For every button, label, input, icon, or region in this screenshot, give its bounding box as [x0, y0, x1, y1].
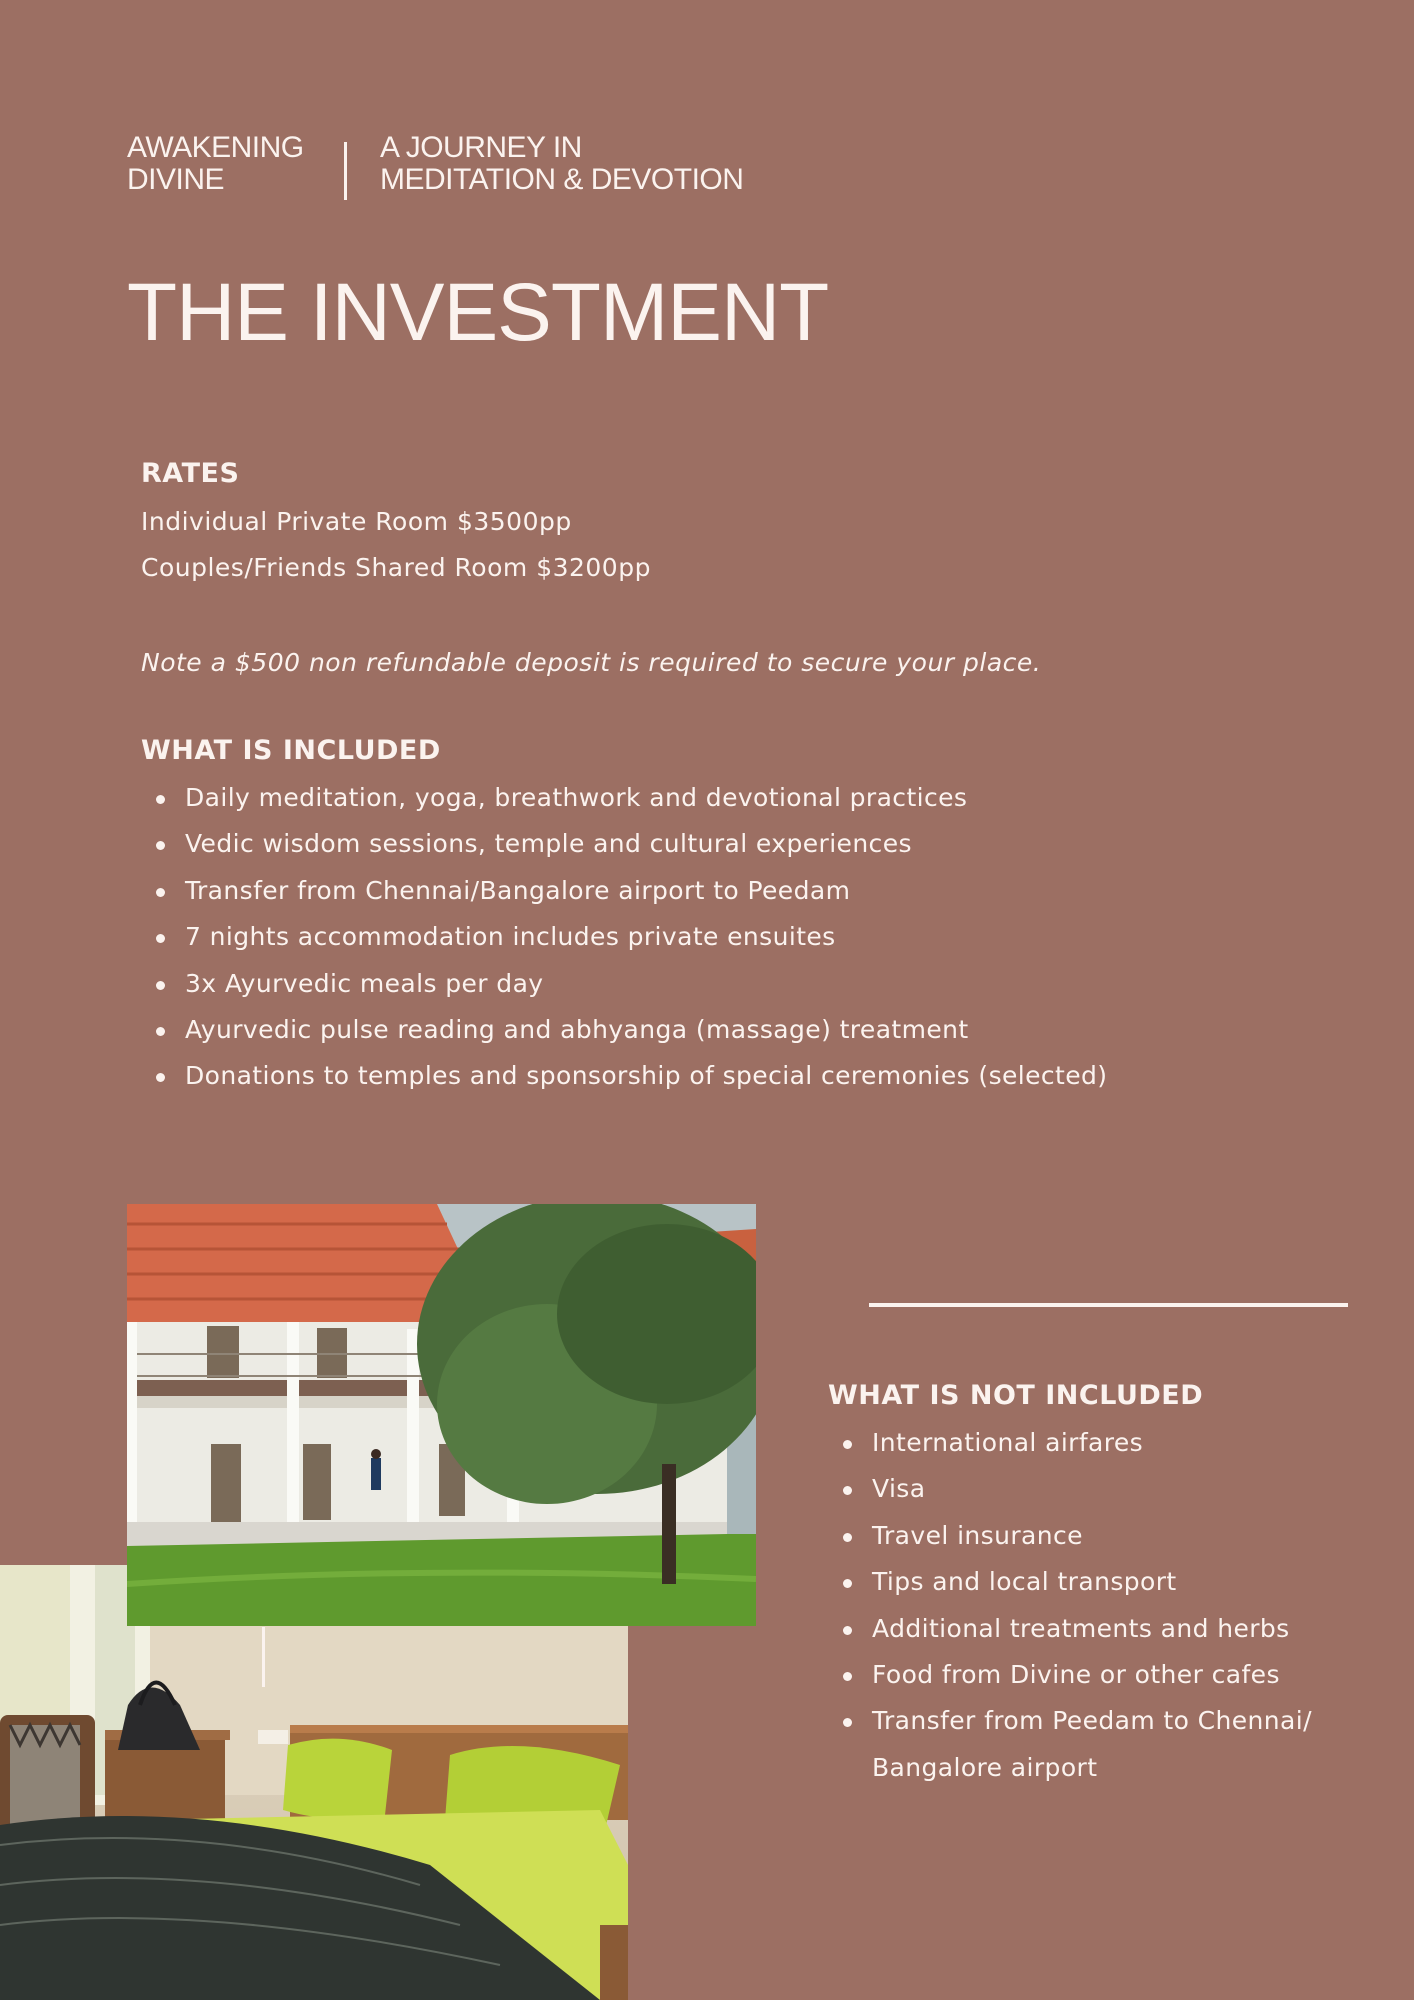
list-item: Additional treatments and herbs	[828, 1606, 1348, 1652]
list-item: 3x Ayurvedic meals per day	[141, 961, 1241, 1007]
included-list	[141, 775, 1241, 1100]
list-item: International airfares	[828, 1420, 1348, 1466]
brand-name: AWAKENING DIVINE	[127, 131, 304, 196]
not-included-list	[828, 1420, 1348, 1791]
list-item: Ayurvedic pulse reading and abhyanga (massage) treatment	[141, 1007, 1241, 1053]
included-heading: WHAT IS INCLUDED	[141, 735, 441, 766]
list-item: Vedic wisdom sessions, temple and cultural experiences	[141, 821, 1241, 867]
deposit-note: Note a $500 non refundable deposit is required to secure your place.	[141, 648, 1042, 677]
list-item: Daily meditation, yoga, breathwork and devotional practices	[141, 775, 1241, 821]
courtyard-illustration	[127, 1204, 756, 1626]
list-item: Transfer from Chennai/Bangalore airport to Peedam	[141, 868, 1241, 914]
rate-shared: Couples/Friends Shared Room $3200pp	[141, 553, 651, 582]
page-title: THE INVESTMENT	[127, 267, 829, 358]
list-item: Visa	[828, 1466, 1348, 1512]
rate-individual: Individual Private Room $3500pp	[141, 507, 572, 536]
list-item: 7 nights accommodation includes private ensuites	[141, 914, 1241, 960]
list-item: Transfer from Peedam to Chennai/ Bangalore airport	[828, 1698, 1348, 1791]
brand-tagline: A JOURNEY IN MEDITATION & DEVOTION	[380, 131, 744, 196]
courtyard-photo	[127, 1204, 756, 1626]
bedroom-illustration	[0, 1565, 628, 2000]
not-included-heading: WHAT IS NOT INCLUDED	[828, 1380, 1204, 1411]
list-item: Tips and local transport	[828, 1559, 1348, 1605]
list-item: Food from Divine or other cafes	[828, 1652, 1348, 1698]
bedroom-photo	[0, 1565, 628, 2000]
section-divider	[869, 1303, 1348, 1307]
accent-line	[262, 1627, 265, 1687]
list-item: Travel insurance	[828, 1513, 1348, 1559]
rates-heading: RATES	[141, 458, 240, 489]
header-divider	[344, 142, 347, 200]
list-item: Donations to temples and sponsorship of special ceremonies (selected)	[141, 1053, 1241, 1099]
